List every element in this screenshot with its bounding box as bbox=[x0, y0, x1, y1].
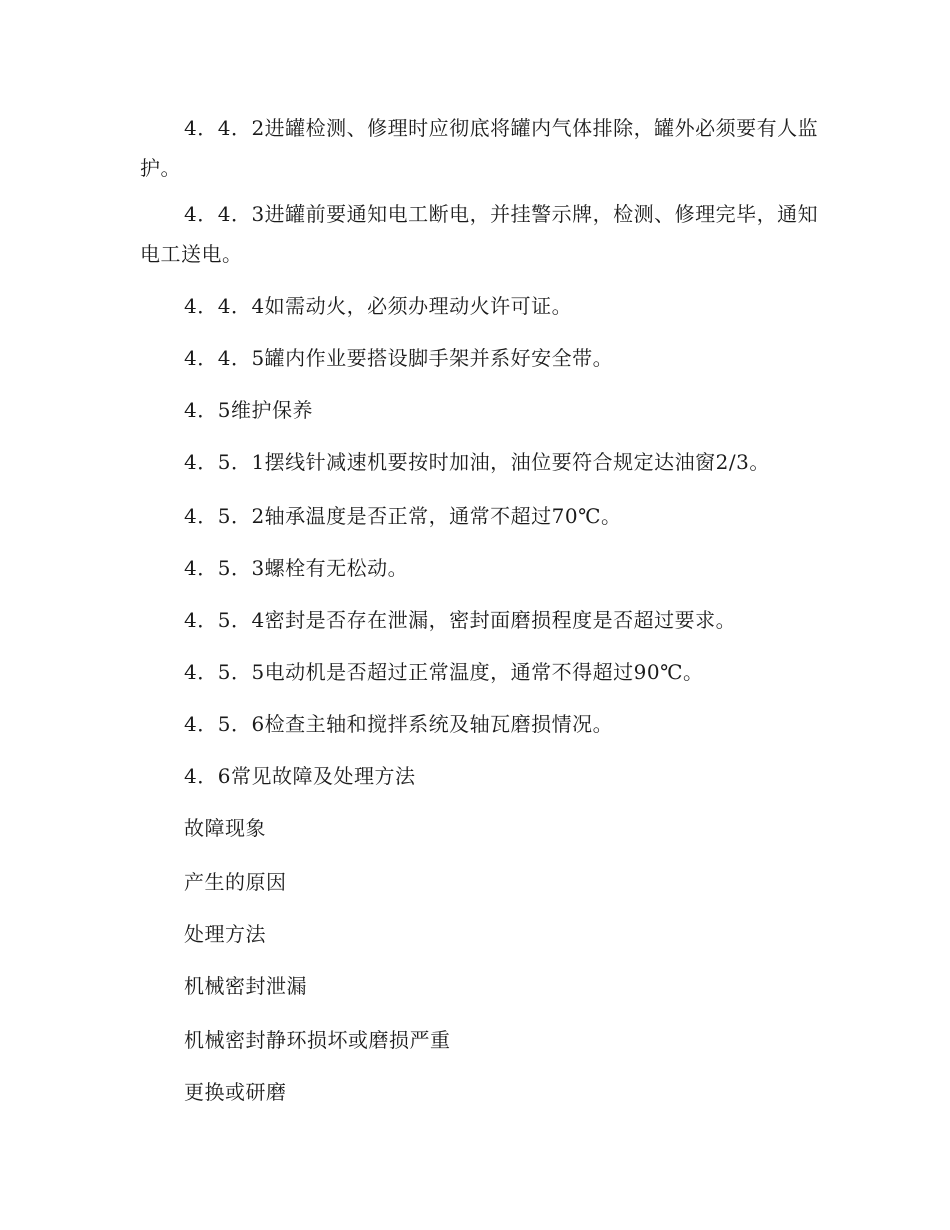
table-cell-cause-value: 机械密封静环损坏或磨损严重 bbox=[184, 1028, 451, 1052]
paragraph-4-4-5: 4．4．5罐内作业要搭设脚手架并系好安全带。 bbox=[184, 346, 614, 370]
section-heading-4-5: 4．5维护保养 bbox=[184, 398, 313, 422]
table-cell-method-header: 处理方法 bbox=[184, 922, 266, 946]
paragraph-4-5-1: 4．5．1摆线针减速机要按时加油，油位要符合规定达油窗2/3。 bbox=[184, 450, 770, 474]
paragraph-4-5-3: 4．5．3螺栓有无松动。 bbox=[184, 556, 409, 580]
paragraph-4-4-4: 4．4．4如需动火，必须办理动火许可证。 bbox=[184, 294, 573, 318]
paragraph-4-4-2: 4．4．2进罐检测、修理时应彻底将罐内气体排除，罐外必须要有人监护。 bbox=[140, 116, 819, 180]
table-cell-fault-header: 故障现象 bbox=[184, 816, 266, 840]
paragraph-4-5-2: 4．5．2轴承温度是否正常，通常不超过70℃。 bbox=[184, 504, 622, 528]
paragraph-4-4-3: 4．4．3进罐前要通知电工断电，并挂警示牌，检测、修理完毕，通知电工送电。 bbox=[140, 202, 819, 266]
table-cell-cause-header: 产生的原因 bbox=[184, 870, 287, 894]
table-cell-method-value: 更换或研磨 bbox=[184, 1080, 287, 1104]
section-heading-4-6: 4．6常见故障及处理方法 bbox=[184, 764, 416, 788]
table-cell-fault-value: 机械密封泄漏 bbox=[184, 974, 307, 998]
paragraph-4-5-5: 4．5．5电动机是否超过正常温度，通常不得超过90℃。 bbox=[184, 660, 704, 684]
paragraph-4-5-4: 4．5．4密封是否存在泄漏，密封面磨损程度是否超过要求。 bbox=[184, 608, 737, 632]
paragraph-4-5-6: 4．5．6检查主轴和搅拌系统及轴瓦磨损情况。 bbox=[184, 712, 614, 736]
